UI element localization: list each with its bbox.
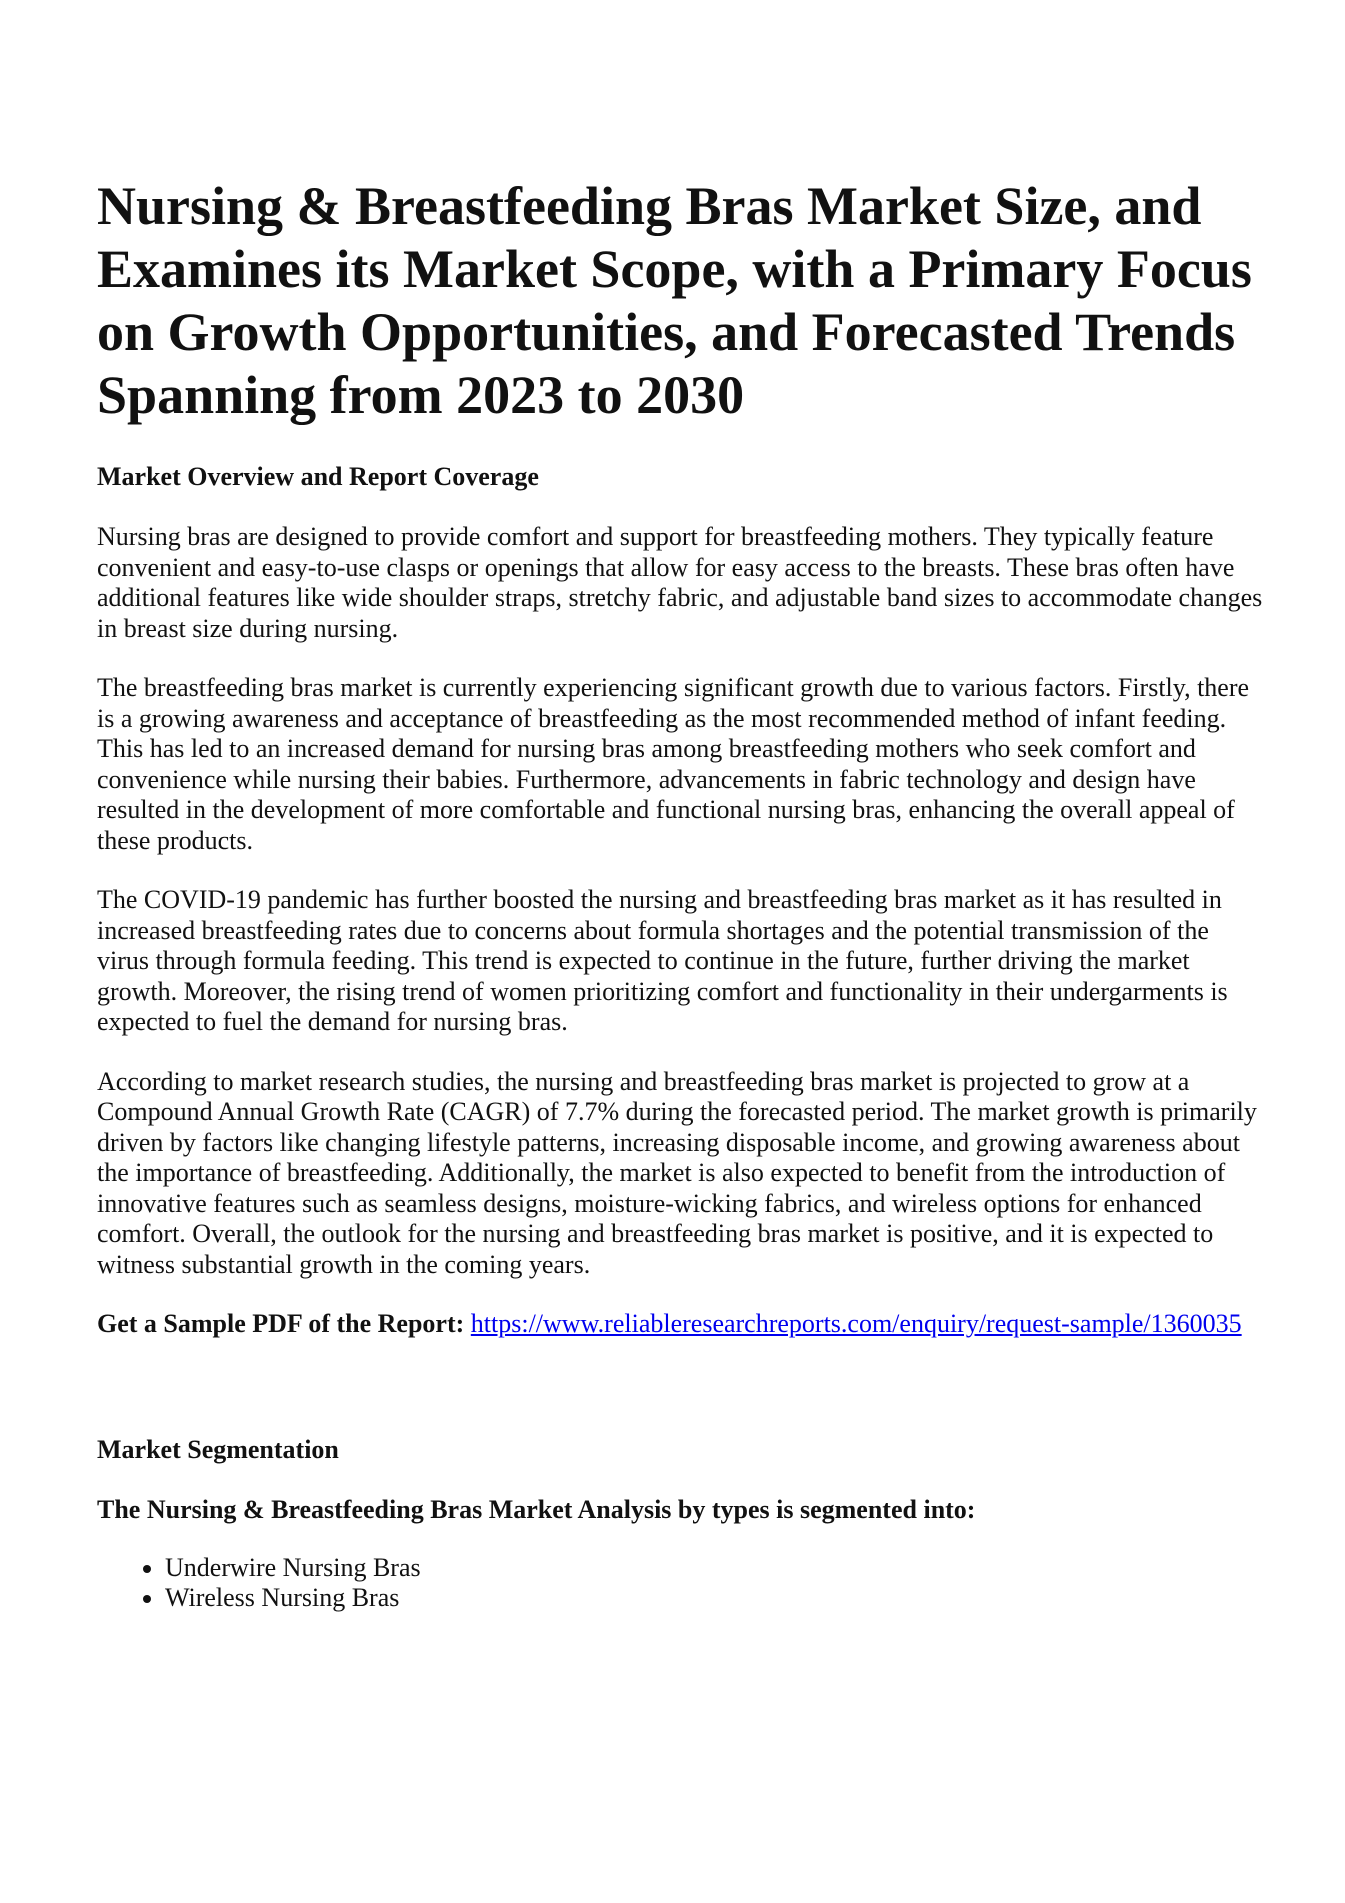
sample-pdf-label: Get a Sample PDF of the Report: — [97, 1309, 465, 1338]
list-item: • Wireless Nursing Bras — [165, 1583, 1267, 1614]
page-title: Nursing & Breastfeeding Bras Market Size, and Examines its Market Scope, with a Primary Focus on Growth Opportunities, and Forecasted Trends Spanning from 2023 to 2030 — [97, 176, 1252, 425]
overview-paragraph: The COVID-19 pandemic has further boosted the nursing and breastfeeding bras market as it has resulted in increased breastfeeding rates due to concerns about formula shortages and the potential transmission of the virus through formula feeding. This trend is expected to continue in the future, further driving the market growth. Moreover, the rising trend of women prioritizing comfort and functionality in their undergarments is expected to fuel the demand for nursing bras. — [97, 885, 1228, 1036]
sample-pdf-link[interactable]: https://www.reliableresearchreports.com/enquiry/request-sample/1360035 — [470, 1309, 1242, 1338]
overview-paragraph: The breastfeeding bras market is currently experiencing significant growth due to various factors. Firstly, there is a growing awareness and acceptance of breastfeeding as the most recommended method of infant feeding. This has led to an increased demand for nursing bras among breastfeeding mothers who seek comfort and convenience while nursing their babies. Furthermore, advancements in fabric technology and design have resulted in the development of more comfortable and functional nursing bras, enhancing the overall appeal of these products. — [97, 673, 1250, 855]
segmentation-heading: Market Segmentation — [97, 1434, 339, 1464]
sample-pdf-line — [97, 1309, 1267, 1340]
types-heading: The Nursing & Breastfeeding Bras Market Analysis by types is segmented into: — [97, 1494, 976, 1524]
overview-paragraph: According to market research studies, the nursing and breastfeeding bras market is projected to grow at a Compound Annual Growth Rate (CAGR) of 7.7% during the forecasted period. The market growth is primarily driven by factors like changing lifestyle patterns, increasing disposable income, and growing awareness about the importance of breastfeeding. Additionally, the market is also expected to benefit from the introduction of innovative features such as seamless designs, moisture-wicking fabrics, and wireless options for enhanced comfort. Overall, the outlook for the nursing and breastfeeding bras market is positive, and it is expected to witness substantial growth in the coming years. — [97, 1066, 1257, 1279]
overview-heading: Market Overview and Report Coverage — [97, 462, 539, 491]
document-page — [97, 175, 1267, 1614]
overview-paragraph: Nursing bras are designed to provide comfort and support for breastfeeding mothers. They typically feature convenient and easy-to-use clasps or openings that allow for easy access to the breasts. These bras often have additional features like wide shoulder straps, stretchy fabric, and adjustable band sizes to accommodate changes in breast size during nursing. — [97, 522, 1263, 643]
types-list — [97, 1553, 1267, 1614]
list-item: • Underwire Nursing Bras — [165, 1553, 1267, 1584]
